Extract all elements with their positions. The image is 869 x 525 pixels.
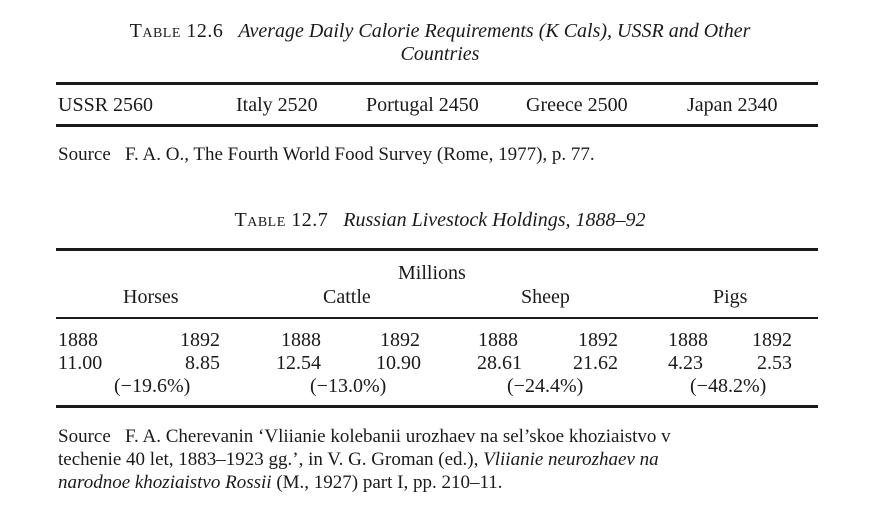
- group-header-pigs: Pigs: [713, 286, 748, 308]
- table-12-6-source-text: F. A. O., The Fourth World Food Survey (Rome, 1977), p. 77.: [125, 144, 595, 165]
- table-12-6-entry-ussr: USSR 2560: [58, 94, 154, 116]
- table-12-7-source-part1: F. A. Cherevanin ‘Vliianie kolebanii urozhaev na sel’skoe khoziaistvo v: [125, 426, 671, 447]
- table-12-7-caption: [40, 209, 840, 232]
- table-12-7-bottom-rule: [56, 405, 818, 408]
- horses-value-b: 8.85: [185, 352, 220, 374]
- table-12-6-label: Table 12.6: [129, 20, 224, 42]
- sheep-change: (−24.4%): [507, 375, 584, 397]
- table-12-7-label: Table 12.7: [234, 209, 329, 231]
- horses-year-b: 1892: [180, 329, 220, 351]
- cattle-value-b: 10.90: [376, 352, 421, 374]
- pigs-year-b: 1892: [752, 329, 792, 351]
- table-12-6-top-rule: [56, 82, 818, 85]
- group-header-sheep: Sheep: [521, 286, 570, 308]
- pigs-value-b: 2.53: [757, 352, 792, 374]
- table-12-7-source-line3: [58, 472, 503, 494]
- table-12-6-entry-italy: Italy 2520: [236, 94, 318, 116]
- pigs-value-a: 4.23: [668, 352, 703, 374]
- table-12-7-source-line2: [58, 449, 659, 471]
- group-header-horses: Horses: [123, 286, 179, 308]
- table-12-6-title-line1: Average Daily Calorie Requirements (K Cals), USSR and Other: [238, 20, 751, 42]
- cattle-value-a: 12.54: [276, 352, 321, 374]
- table-12-7-source-part3: (M., 1927) part I, pp. 210–11.: [276, 472, 503, 493]
- table-12-7-title: Russian Livestock Holdings, 1888–92: [343, 209, 646, 231]
- table-12-7-source-part2: techenie 40 let, 1883–1923 gg.’, in V. G. Groman (ed.),: [58, 449, 479, 470]
- sheep-value-b: 21.62: [573, 352, 618, 374]
- sheep-year-a: 1888: [478, 329, 518, 351]
- table-12-6-entry-greece: Greece 2500: [526, 94, 628, 116]
- table-12-7-source-label: Source: [58, 426, 111, 447]
- table-12-6-entry-japan: Japan 2340: [687, 94, 778, 116]
- table-12-7-header-rule: [56, 317, 818, 319]
- horses-value-a: 11.00: [58, 352, 103, 374]
- horses-change: (−19.6%): [114, 375, 191, 397]
- horses-year-a: 1888: [58, 329, 98, 351]
- table-12-6-entry-portugal: Portugal 2450: [366, 94, 479, 116]
- sheep-value-a: 28.61: [477, 352, 522, 374]
- cattle-change: (−13.0%): [310, 375, 387, 397]
- table-12-6-source: [58, 144, 595, 166]
- table-12-7-source-part3-italic: narodnoe khoziaistvo Rossii: [58, 472, 272, 493]
- cattle-year-b: 1892: [380, 329, 420, 351]
- table-12-6-caption: [40, 20, 840, 43]
- pigs-year-a: 1888: [668, 329, 708, 351]
- sheep-year-b: 1892: [578, 329, 618, 351]
- pigs-change: (−48.2%): [690, 375, 767, 397]
- table-12-7-source-part2-italic: Vliianie neurozhaev na: [483, 449, 659, 470]
- group-header-cattle: Cattle: [323, 286, 371, 308]
- unit-header: Millions: [398, 262, 466, 284]
- cattle-year-a: 1888: [281, 329, 321, 351]
- table-12-6-bottom-rule: [56, 124, 818, 127]
- table-12-6-title-line2: Countries: [400, 43, 480, 65]
- table-12-7-source-line1: [58, 426, 671, 448]
- table-12-7-top-rule: [56, 248, 818, 251]
- table-12-6-source-label: Source: [58, 144, 111, 165]
